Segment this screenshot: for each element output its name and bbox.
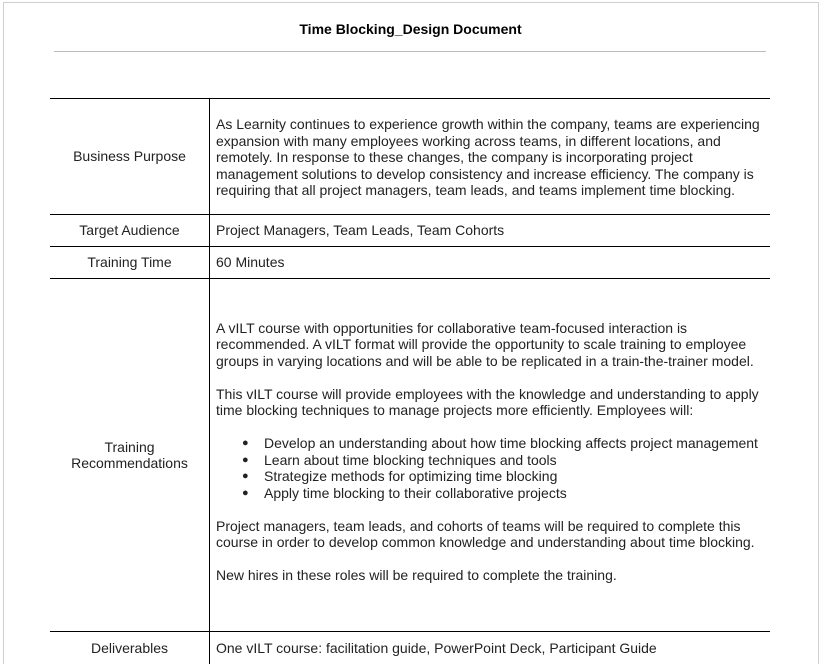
training-paragraph-1: A vILT course with opportunities for collaborative team-focused interaction is recommended. A vILT format will provide the opportunity to scale training to employee groups in varying locations and will be able to be replicated in a train-the-trainer model.: [216, 319, 754, 369]
row-label-training-recommendations: [50, 279, 210, 632]
bullet-icon: ●: [242, 437, 249, 449]
design-table: [50, 98, 770, 664]
table-row-business-purpose: [50, 99, 770, 215]
row-value-training-recommendations: [210, 279, 771, 632]
row-label-training-time: Training Time: [50, 247, 210, 279]
business-purpose-text: As Learnity continues to experience growth within the company, teams are experiencing expansion with many employees working across teams, in different locations, and remotely. In response to these changes, the company is incorporating project management solutions to develop consistency and increase efficiency. The company is requiring that all project managers, team leads, and teams implement time blocking.: [216, 116, 760, 199]
document-title: Time Blocking_Design Document: [299, 21, 522, 37]
training-paragraph-3: Project managers, team leads, and cohorts of teams will be required to complete this course in order to develop common knowledge and understanding about time blocking.: [216, 517, 755, 550]
label-line-1: Training: [104, 438, 155, 455]
list-item: ● Strategize methods for optimizing time blocking: [242, 468, 558, 484]
row-label-business-purpose: Business Purpose: [50, 99, 210, 215]
table-row-training-recommendations: [50, 279, 770, 632]
table-row-target-audience: [50, 215, 770, 247]
title-divider: [54, 51, 766, 52]
row-label-deliverables: Deliverables: [50, 632, 210, 664]
bullet-icon: ●: [242, 453, 249, 466]
table-row-training-time: [50, 247, 770, 279]
objectives-list: [216, 435, 764, 501]
bullet-icon: ●: [242, 486, 249, 499]
row-value-target-audience: Project Managers, Team Leads, Team Cohorts: [210, 215, 771, 247]
training-paragraph-4: New hires in these roles will be required to complete the training.: [216, 567, 617, 583]
list-item: ● Learn about time blocking techniques and tools: [242, 451, 557, 468]
label-line-2: Recommendations: [71, 455, 188, 471]
bullet-icon: ●: [242, 470, 249, 482]
row-label-target-audience: Target Audience: [50, 215, 210, 247]
table-row-deliverables: [50, 632, 770, 664]
row-value-business-purpose: [210, 99, 771, 215]
list-item: ● Apply time blocking to their collaborative projects: [242, 484, 567, 501]
training-paragraph-2: This vILT course will provide employees with the knowledge and understanding to apply time blocking techniques to manage projects more efficiently. Employees will:: [216, 385, 759, 418]
list-item: ● Develop an understanding about how time blocking affects project management: [242, 435, 758, 451]
row-value-training-time: 60 Minutes: [210, 247, 771, 279]
row-value-deliverables: One vILT course: facilitation guide, PowerPoint Deck, Participant Guide: [210, 632, 771, 664]
